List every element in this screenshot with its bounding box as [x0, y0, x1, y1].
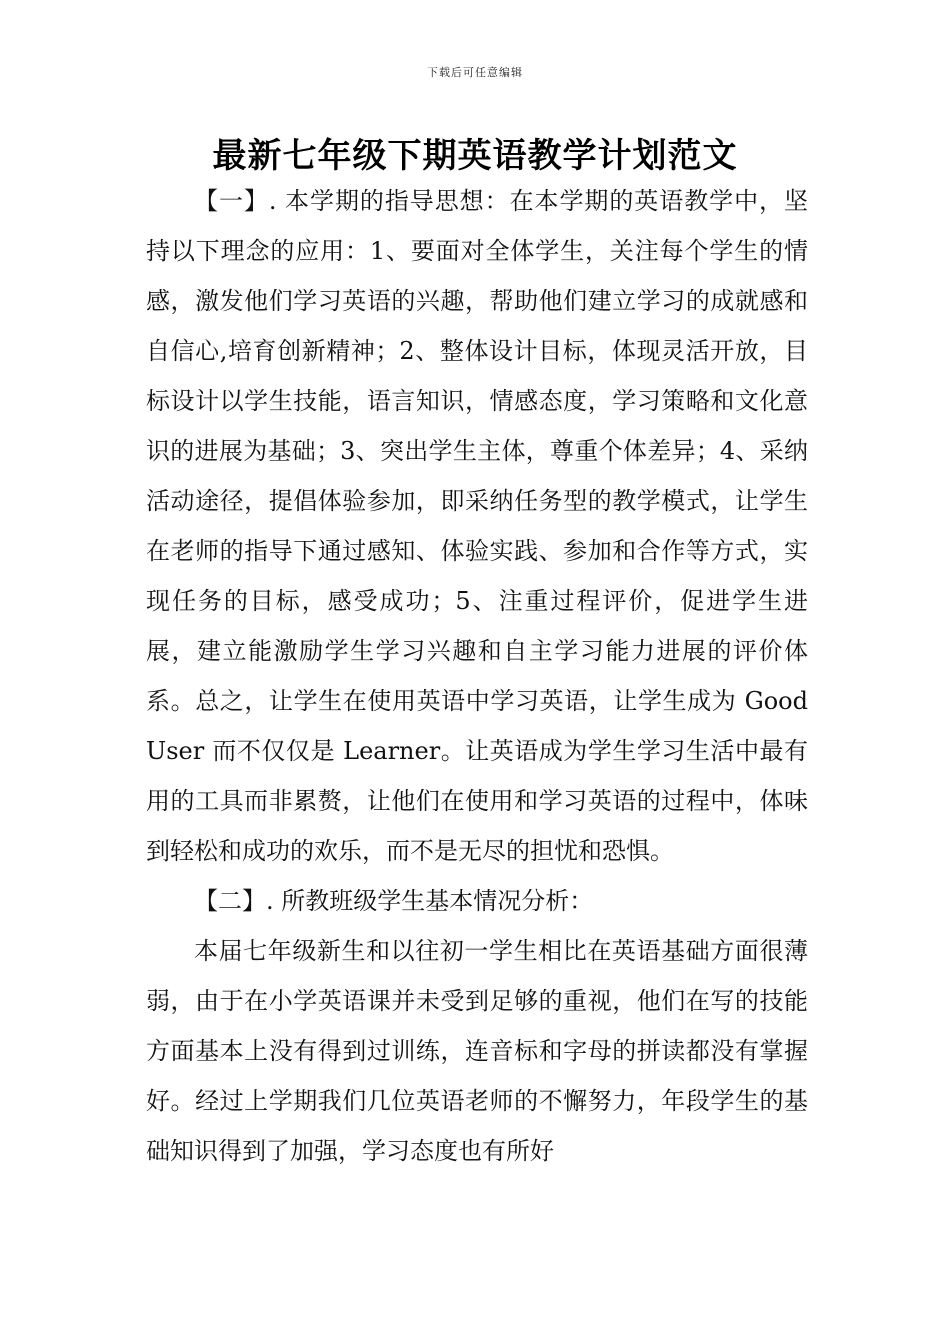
- paragraph-class-analysis-heading: 【二】. 所教班级学生基本情况分析：: [194, 887, 594, 915]
- paragraph-class-analysis: 本届七年级新生和以往初一学生相比在英语基础方面很薄弱，由于在小学英语课并未受到足够的重视，他们在写的技能方面基本上没有得到过训练，连音标和字母的拼读都没有掌握好。经过上学期我们几位英语老师的不懈努力，年段学生的基础知识得到了加强，学习态度也有所好: [146, 937, 808, 1165]
- document-title: 最新七年级下期英语教学计划范文: [212, 136, 738, 176]
- header-note: 下载后可任意编辑: [427, 66, 523, 79]
- paragraph-guiding-ideology: 【一】. 本学期的指导思想：在本学期的英语教学中，坚持以下理念的应用：1、要面对全体学生，关注每个学生的情感，激发他们学习英语的兴趣，帮助他们建立学习的成就感和自信心,培育创新精神；2、整体设计目标，体现灵活开放，目标设计以学生技能，语言知识，情感态度，学习策略和文化意识的进展为基础；3、突出学生主体，尊重个体差异；4、采纳活动途径，提倡体验参加，即采纳任务型的教学模式，让学生在老师的指导下通过感知、体验实践、参加和合作等方式，实现任务的目标，感受成功；5、注重过程评价，促进学生进展，建立能激励学生学习兴趣和自主学习能力进展的评价体系。总之，让学生在使用英语中学习英语，让学生成为 Good User 而不仅仅是 Learner。让英语成为学生学习生活中最有用的工具而非累赘，让他们在使用和学习英语的过程中，体味到轻松和成功的欢乐，而不是无尽的担忧和恐惧。: [146, 187, 808, 865]
- document-body: [146, 176, 808, 1176]
